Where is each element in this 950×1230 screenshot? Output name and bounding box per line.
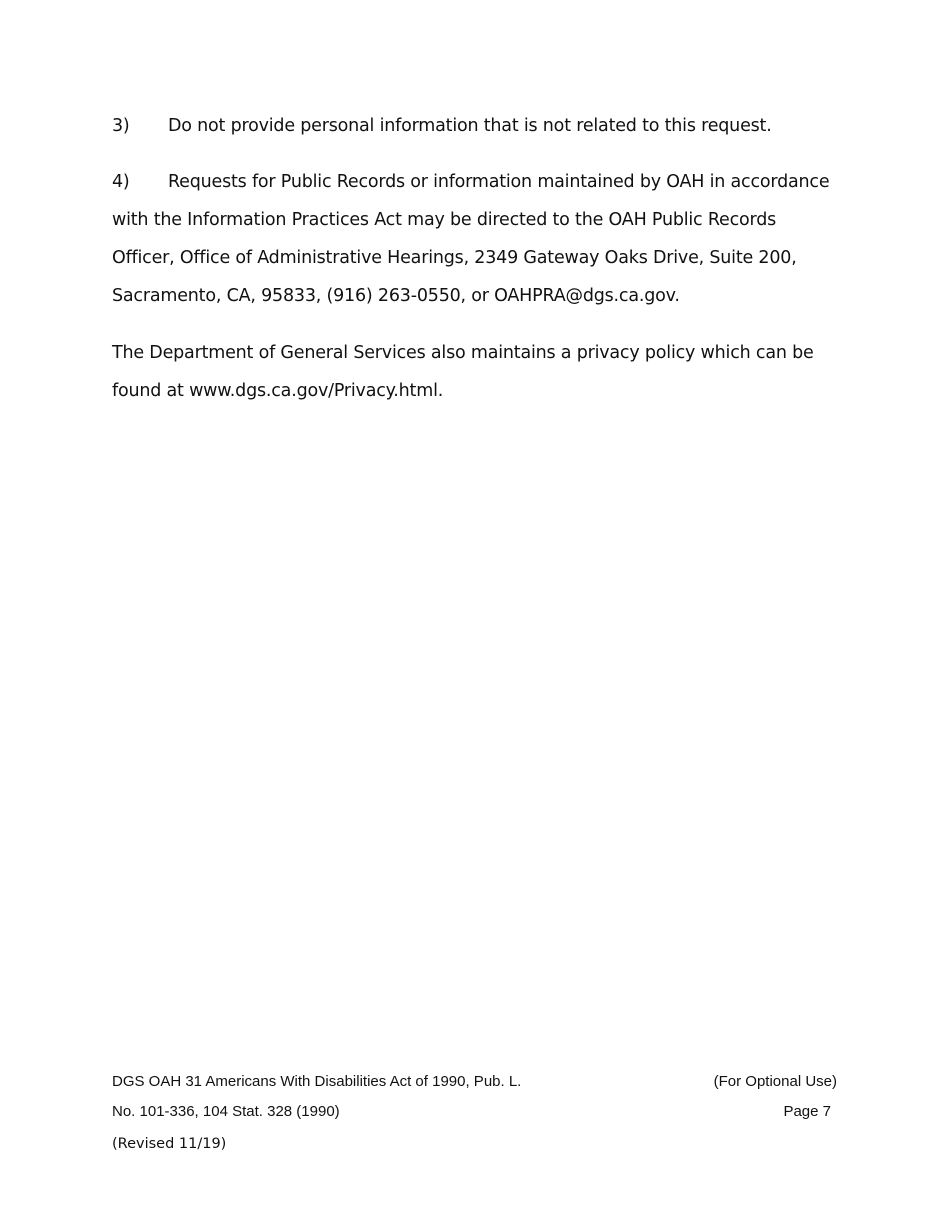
footer-revised-date: (Revised 11/19) — [112, 1136, 227, 1152]
footer-form-title-line2: No. 101-336, 104 Stat. 328 (1990) — [112, 1103, 340, 1120]
footer-optional-use: (For Optional Use) — [713, 1073, 837, 1090]
footer-form-title-line1: DGS OAH 31 Americans With Disabilities Act of 1990, Pub. L. — [112, 1073, 522, 1090]
list-item-number: 3) — [112, 116, 130, 136]
list-item-3 — [112, 107, 842, 145]
list-item-number: 4) — [112, 172, 130, 192]
list-item-text: Do not provide personal information that is not related to this request. — [168, 116, 772, 136]
privacy-policy-paragraph: The Department of General Services also maintains a privacy policy which can be found at www.dgs.ca.gov/Privacy.html. — [112, 343, 814, 401]
footer-page-number: Page 7 — [783, 1103, 831, 1120]
list-item-text: Requests for Public Records or information maintained by OAH in accordance with the Information Practices Act may be directed to the OAH Public Records Officer, Office of Administrative Hearings, 2349 Gateway Oaks Drive, Suite 200, Sacramento, CA, 95833, (916) 263-0550, or OAHPRA@dgs.ca.gov. — [112, 172, 830, 306]
list-item-4 — [112, 163, 842, 315]
